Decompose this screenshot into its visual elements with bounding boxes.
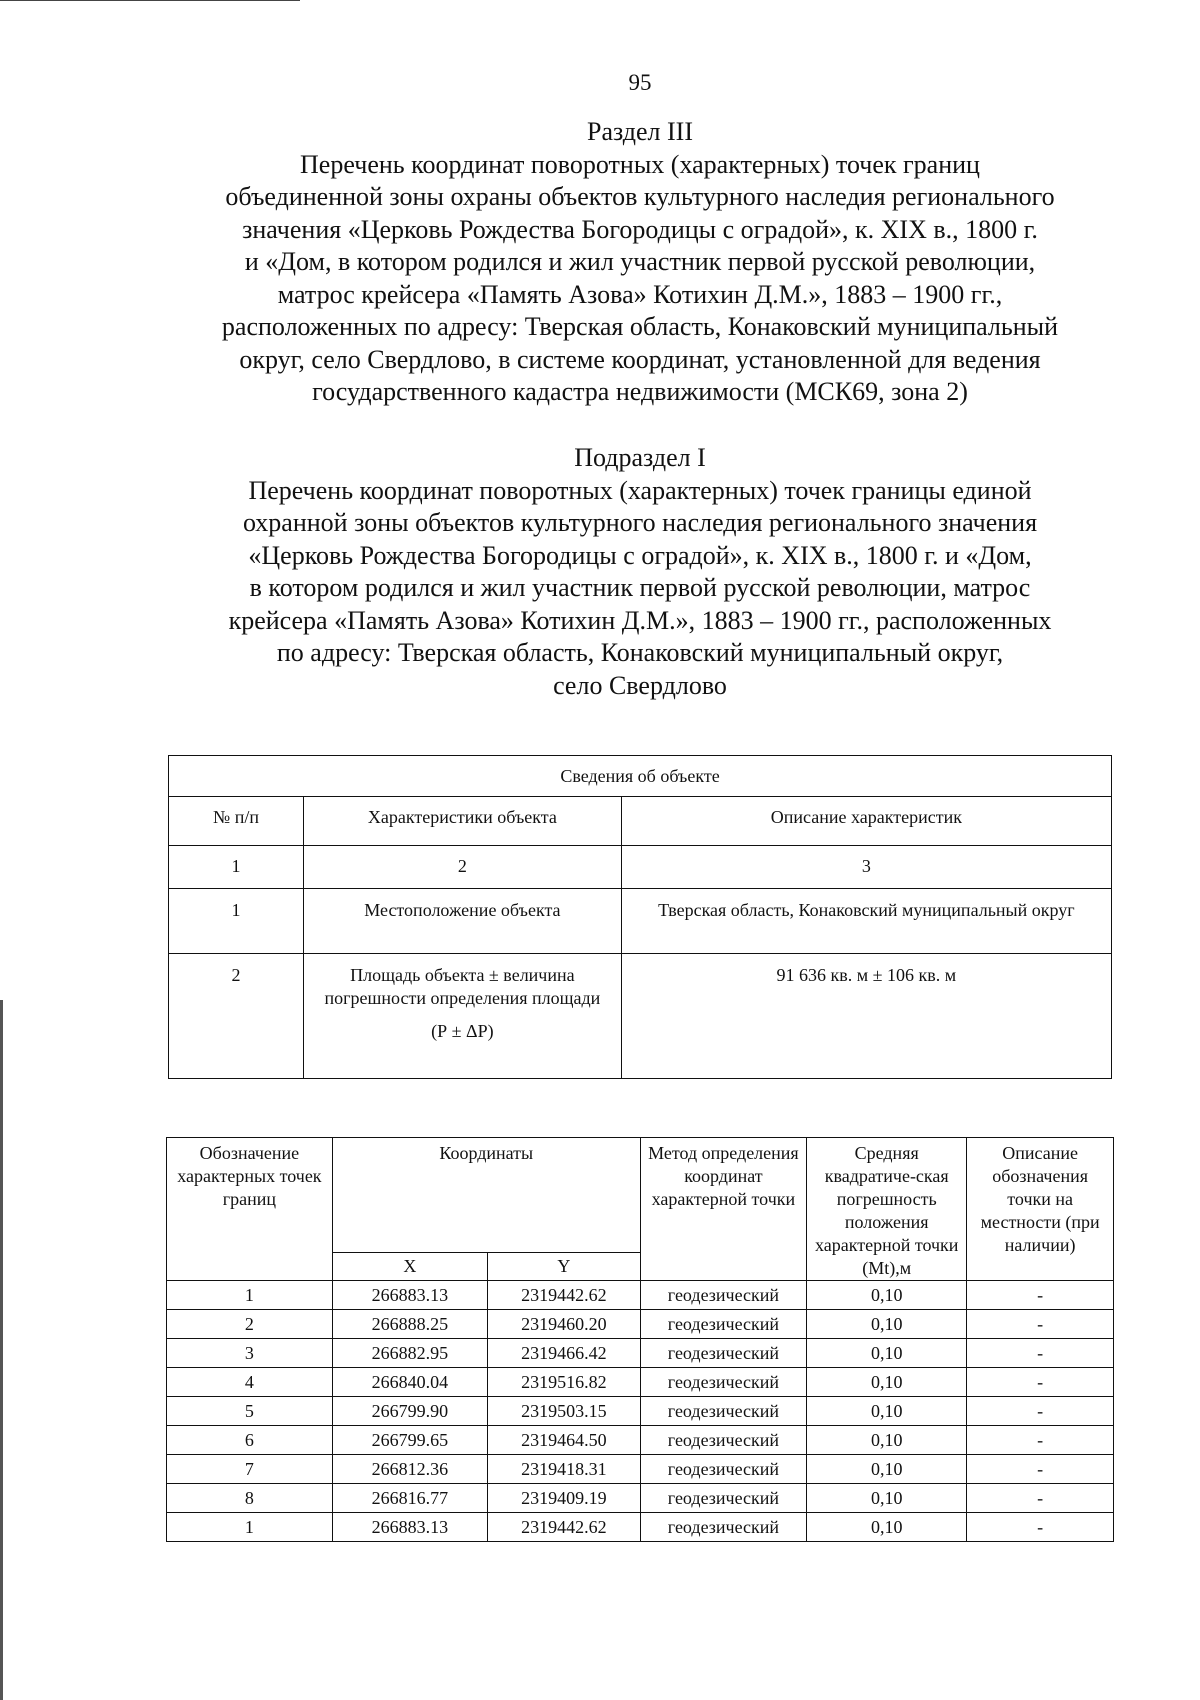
cell-method: геодезический <box>640 1310 806 1339</box>
section-heading <box>160 116 1120 409</box>
page-number: 95 <box>628 70 652 95</box>
cell-description: - <box>967 1368 1114 1397</box>
subsection-line: в котором родился и жил участник первой русской революции, матрос <box>249 573 1031 602</box>
column-number: 2 <box>304 846 622 889</box>
subsection-line: Перечень координат поворотных (характерных) точек границы единой <box>248 475 1032 505</box>
cell-error: 0,10 <box>807 1426 967 1455</box>
table-row <box>167 1484 1114 1513</box>
cell-x: 266816.77 <box>332 1484 487 1513</box>
cell-point: 4 <box>167 1368 333 1397</box>
cell-method: геодезический <box>640 1513 806 1542</box>
cell-method: геодезический <box>640 1339 806 1368</box>
header-coordinates: Координаты <box>332 1138 640 1253</box>
cell-y: 2319409.19 <box>487 1484 640 1513</box>
cell-error: 0,10 <box>807 1455 967 1484</box>
cell-method: геодезический <box>640 1484 806 1513</box>
header-method: Метод определения координат характерной точки <box>640 1138 806 1281</box>
cell-y: 2319503.15 <box>487 1397 640 1426</box>
table-row <box>167 1455 1114 1484</box>
scan-edge-top <box>0 0 300 2</box>
cell-method: геодезический <box>640 1281 806 1310</box>
cell-description: - <box>967 1397 1114 1426</box>
cell-y: 2319460.20 <box>487 1310 640 1339</box>
cell-error: 0,10 <box>807 1310 967 1339</box>
row-description: Тверская область, Конаковский муниципальный округ <box>621 889 1111 954</box>
cell-point: 3 <box>167 1339 333 1368</box>
cell-point: 6 <box>167 1426 333 1455</box>
cell-x: 266799.65 <box>332 1426 487 1455</box>
cell-y: 2319418.31 <box>487 1455 640 1484</box>
cell-description: - <box>967 1513 1114 1542</box>
row-number: 1 <box>169 889 304 954</box>
section-line: и «Дом, в котором родился и жил участник первой русской революции, <box>244 247 1036 276</box>
cell-point: 1 <box>167 1281 333 1310</box>
section-line: объединенной зоны охраны объектов культурного наследия регионального <box>225 182 1055 211</box>
section-line: государственного кадастра недвижимости (МСК69, зона 2) <box>312 377 968 406</box>
cell-error: 0,10 <box>807 1484 967 1513</box>
table-row <box>167 1281 1114 1310</box>
subsection-line: село Свердлово <box>553 670 727 700</box>
cell-x: 266799.90 <box>332 1397 487 1426</box>
table-row <box>167 1426 1114 1455</box>
cell-y: 2319464.50 <box>487 1426 640 1455</box>
cell-x: 266882.95 <box>332 1339 487 1368</box>
cell-error: 0,10 <box>807 1397 967 1426</box>
cell-x: 266883.13 <box>332 1513 487 1542</box>
coordinates-table <box>166 1137 1114 1542</box>
table-row <box>169 889 1112 954</box>
cell-y: 2319442.62 <box>487 1281 640 1310</box>
cell-point: 1 <box>167 1513 333 1542</box>
cell-x: 266883.13 <box>332 1281 487 1310</box>
table-row <box>167 1513 1114 1542</box>
cell-point: 5 <box>167 1397 333 1426</box>
scan-edge-left <box>0 1000 3 1700</box>
cell-point: 2 <box>167 1310 333 1339</box>
object-info-table <box>168 755 1112 1079</box>
header-number: № п/п <box>169 797 304 846</box>
cell-y: 2319466.42 <box>487 1339 640 1368</box>
header-error: Средняя квадратиче-ская погрешность положения характерной точки (Mt),м <box>807 1138 967 1281</box>
cell-x: 266840.04 <box>332 1368 487 1397</box>
table-row <box>167 1368 1114 1397</box>
subsection-line: охранной зоны объектов культурного наследия регионального значения <box>242 508 1038 537</box>
cell-y: 2319516.82 <box>487 1368 640 1397</box>
cell-point: 8 <box>167 1484 333 1513</box>
object-info-caption: Сведения об объекте <box>169 756 1112 797</box>
header-point-description: Описание обозначения точки на местности (при наличии) <box>967 1138 1114 1281</box>
table-row <box>169 954 1112 1079</box>
cell-description: - <box>967 1310 1114 1339</box>
cell-point: 7 <box>167 1455 333 1484</box>
header-x: X <box>332 1253 487 1281</box>
cell-y: 2319442.62 <box>487 1513 640 1542</box>
row-characteristic: Местоположение объекта <box>304 889 622 954</box>
section-line: Перечень координат поворотных (характерных) точек границ <box>300 149 980 179</box>
cell-error: 0,10 <box>807 1368 967 1397</box>
section-title: Раздел III <box>586 117 694 146</box>
subsection-heading <box>160 442 1120 702</box>
cell-error: 0,10 <box>807 1281 967 1310</box>
cell-description: - <box>967 1455 1114 1484</box>
header-y: Y <box>487 1253 640 1281</box>
column-number: 1 <box>169 846 304 889</box>
cell-description: - <box>967 1339 1114 1368</box>
table-row <box>167 1339 1114 1368</box>
cell-method: геодезический <box>640 1426 806 1455</box>
header-description: Описание характеристик <box>621 797 1111 846</box>
subsection-line: по адресу: Тверская область, Конаковский муниципальный округ, <box>276 638 1004 667</box>
table-row <box>167 1310 1114 1339</box>
cell-method: геодезический <box>640 1397 806 1426</box>
cell-method: геодезический <box>640 1455 806 1484</box>
area-formula: (Р ± ΔР) <box>431 1021 494 1041</box>
cell-error: 0,10 <box>807 1513 967 1542</box>
cell-description: - <box>967 1281 1114 1310</box>
cell-method: геодезический <box>640 1368 806 1397</box>
cell-x: 266812.36 <box>332 1455 487 1484</box>
header-point: Обозначение характерных точек границ <box>167 1138 333 1281</box>
cell-x: 266888.25 <box>332 1310 487 1339</box>
subsection-line: крейсера «Память Азова» Котихин Д.М.», 1883 – 1900 гг., расположенных <box>228 605 1052 635</box>
table-row <box>167 1397 1114 1426</box>
cell-error: 0,10 <box>807 1339 967 1368</box>
row-description: 91 636 кв. м ± 106 кв. м <box>621 954 1111 1079</box>
row-number: 2 <box>169 954 304 1079</box>
row-characteristic-cell <box>304 954 622 1079</box>
section-line: округ, село Свердлово, в системе координат, установленной для ведения <box>239 344 1041 374</box>
subsection-line: «Церковь Рождества Богородицы с оградой», к. XIX в., 1800 г. и «Дом, <box>248 540 1032 570</box>
section-line: матрос крейсера «Память Азова» Котихин Д.М.», 1883 – 1900 гг., <box>277 279 1003 309</box>
section-line: значения «Церковь Рождества Богородицы с оградой», к. XIX в., 1800 г. <box>242 214 1038 244</box>
row-characteristic: Площадь объекта ± величина погрешности определения площади <box>324 965 601 1008</box>
column-number: 3 <box>621 846 1111 889</box>
cell-description: - <box>967 1484 1114 1513</box>
subsection-title: Подраздел I <box>574 443 706 472</box>
cell-description: - <box>967 1426 1114 1455</box>
section-line: расположенных по адресу: Тверская область, Конаковский муниципальный <box>221 312 1059 341</box>
header-characteristic: Характеристики объекта <box>304 797 622 846</box>
